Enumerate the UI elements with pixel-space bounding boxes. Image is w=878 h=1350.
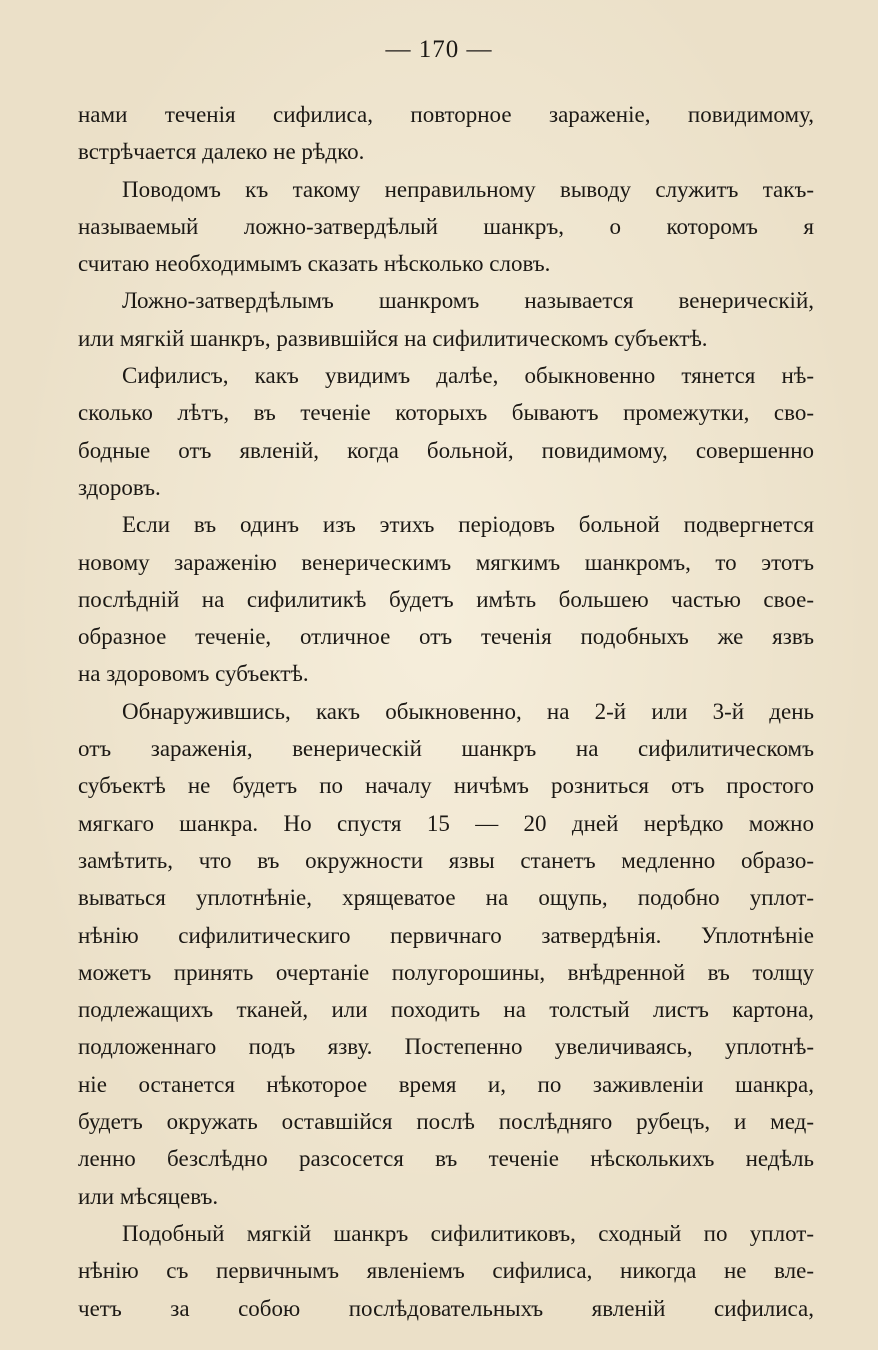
text-line: Сифилисъ, какъ увидимъ далѣе, обыкновенно тянется нѣ-	[122, 363, 814, 389]
paragraph-4	[78, 357, 814, 506]
paragraph-1	[78, 96, 814, 171]
text-line: сколько лѣтъ, въ теченіе которыхъ бываютъ промежутки, сво-	[78, 400, 814, 426]
paragraph-3	[78, 282, 814, 357]
page-number: — 170 —	[385, 36, 493, 63]
text-line: мягкаго шанкра. Но спустя 15 — 20 дней нерѣдко можно	[78, 810, 814, 836]
text-line: послѣдній на сифилитикѣ будетъ имѣть большею частью свое-	[78, 586, 814, 612]
text-line: на здоровомъ субъектѣ.	[78, 661, 309, 687]
text-line: подлежащихъ тканей, или походить на толстый листъ картона,	[78, 997, 814, 1023]
text-line: нами теченія сифилиса, повторное зараженіе, повидимому,	[78, 102, 814, 127]
text-line: Ложно-затвердѣлымъ шанкромъ называется венерическій,	[122, 288, 814, 314]
text-line: нѣнію сифилитическиго первичнаго затвердѣнія. Уплотнѣніе	[78, 922, 814, 948]
text-line: отъ зараженія, венерическій шанкръ на сифилитическомъ	[78, 736, 814, 762]
text-line: Поводомъ къ такому неправильному выводу служитъ такъ-	[122, 176, 814, 202]
text-line: Если въ одинъ изъ этихъ періодовъ больной подвергнется	[122, 512, 814, 538]
text-line: Подобный мягкій шанкръ сифилитиковъ, сходный по уплот-	[122, 1220, 814, 1246]
text-line: образное теченіе, отличное отъ теченія подобныхъ же язвъ	[78, 624, 814, 650]
text-line: или мягкій шанкръ, развившійся на сифилитическомъ субъектѣ.	[78, 325, 708, 351]
text-line: вываться уплотнѣніе, хрящеватое на ощупь, подобно уплот-	[78, 885, 814, 911]
text-line: встрѣчается далеко не рѣдко.	[78, 139, 365, 165]
text-line: ленно безслѣдно разсосется въ теченіе нѣсколькихъ недѣль	[78, 1146, 814, 1172]
text-line: нѣнію съ первичнымъ явленіемъ сифилиса, никогда не вле-	[78, 1258, 814, 1284]
text-line: субъектѣ не будетъ по началу ничѣмъ розниться отъ простого	[78, 773, 814, 799]
text-line: четъ за собою послѣдовательныхъ явленій сифилиса,	[78, 1295, 814, 1321]
text-line: здоровъ.	[78, 474, 161, 500]
text-line: замѣтить, что въ окружности язвы станетъ медленно образо-	[78, 847, 814, 873]
paragraph-7	[78, 1215, 814, 1327]
text-line: ніе останется нѣкоторое время и, по заживленіи шанкра,	[78, 1071, 814, 1097]
text-line: можетъ принять очертаніе полугорошины, внѣдренной въ толщу	[78, 959, 814, 985]
text-line: будетъ окружать оставшійся послѣ послѣдняго рубецъ, и мед-	[78, 1109, 814, 1135]
text-line: новому зараженію венерическимъ мягкимъ шанкромъ, то этотъ	[78, 549, 814, 575]
text-line: считаю необходимымъ сказать нѣсколько словъ.	[78, 251, 551, 277]
text-line: называемый ложно-затвердѣлый шанкръ, о которомъ я	[78, 213, 814, 239]
text-line: бодные отъ явленій, когда больной, повидимому, совершенно	[78, 437, 814, 463]
text-line: Обнаружившись, какъ обыкновенно, на 2-й или 3-й день	[122, 698, 814, 724]
paragraph-2	[78, 171, 814, 283]
text-line: или мѣсяцевъ.	[78, 1183, 219, 1209]
paragraph-6	[78, 693, 814, 1215]
body-text	[78, 96, 814, 1327]
paragraph-5	[78, 506, 814, 692]
text-line: подложеннаго подъ язву. Постепенно увеличиваясь, уплотнѣ-	[78, 1034, 814, 1060]
